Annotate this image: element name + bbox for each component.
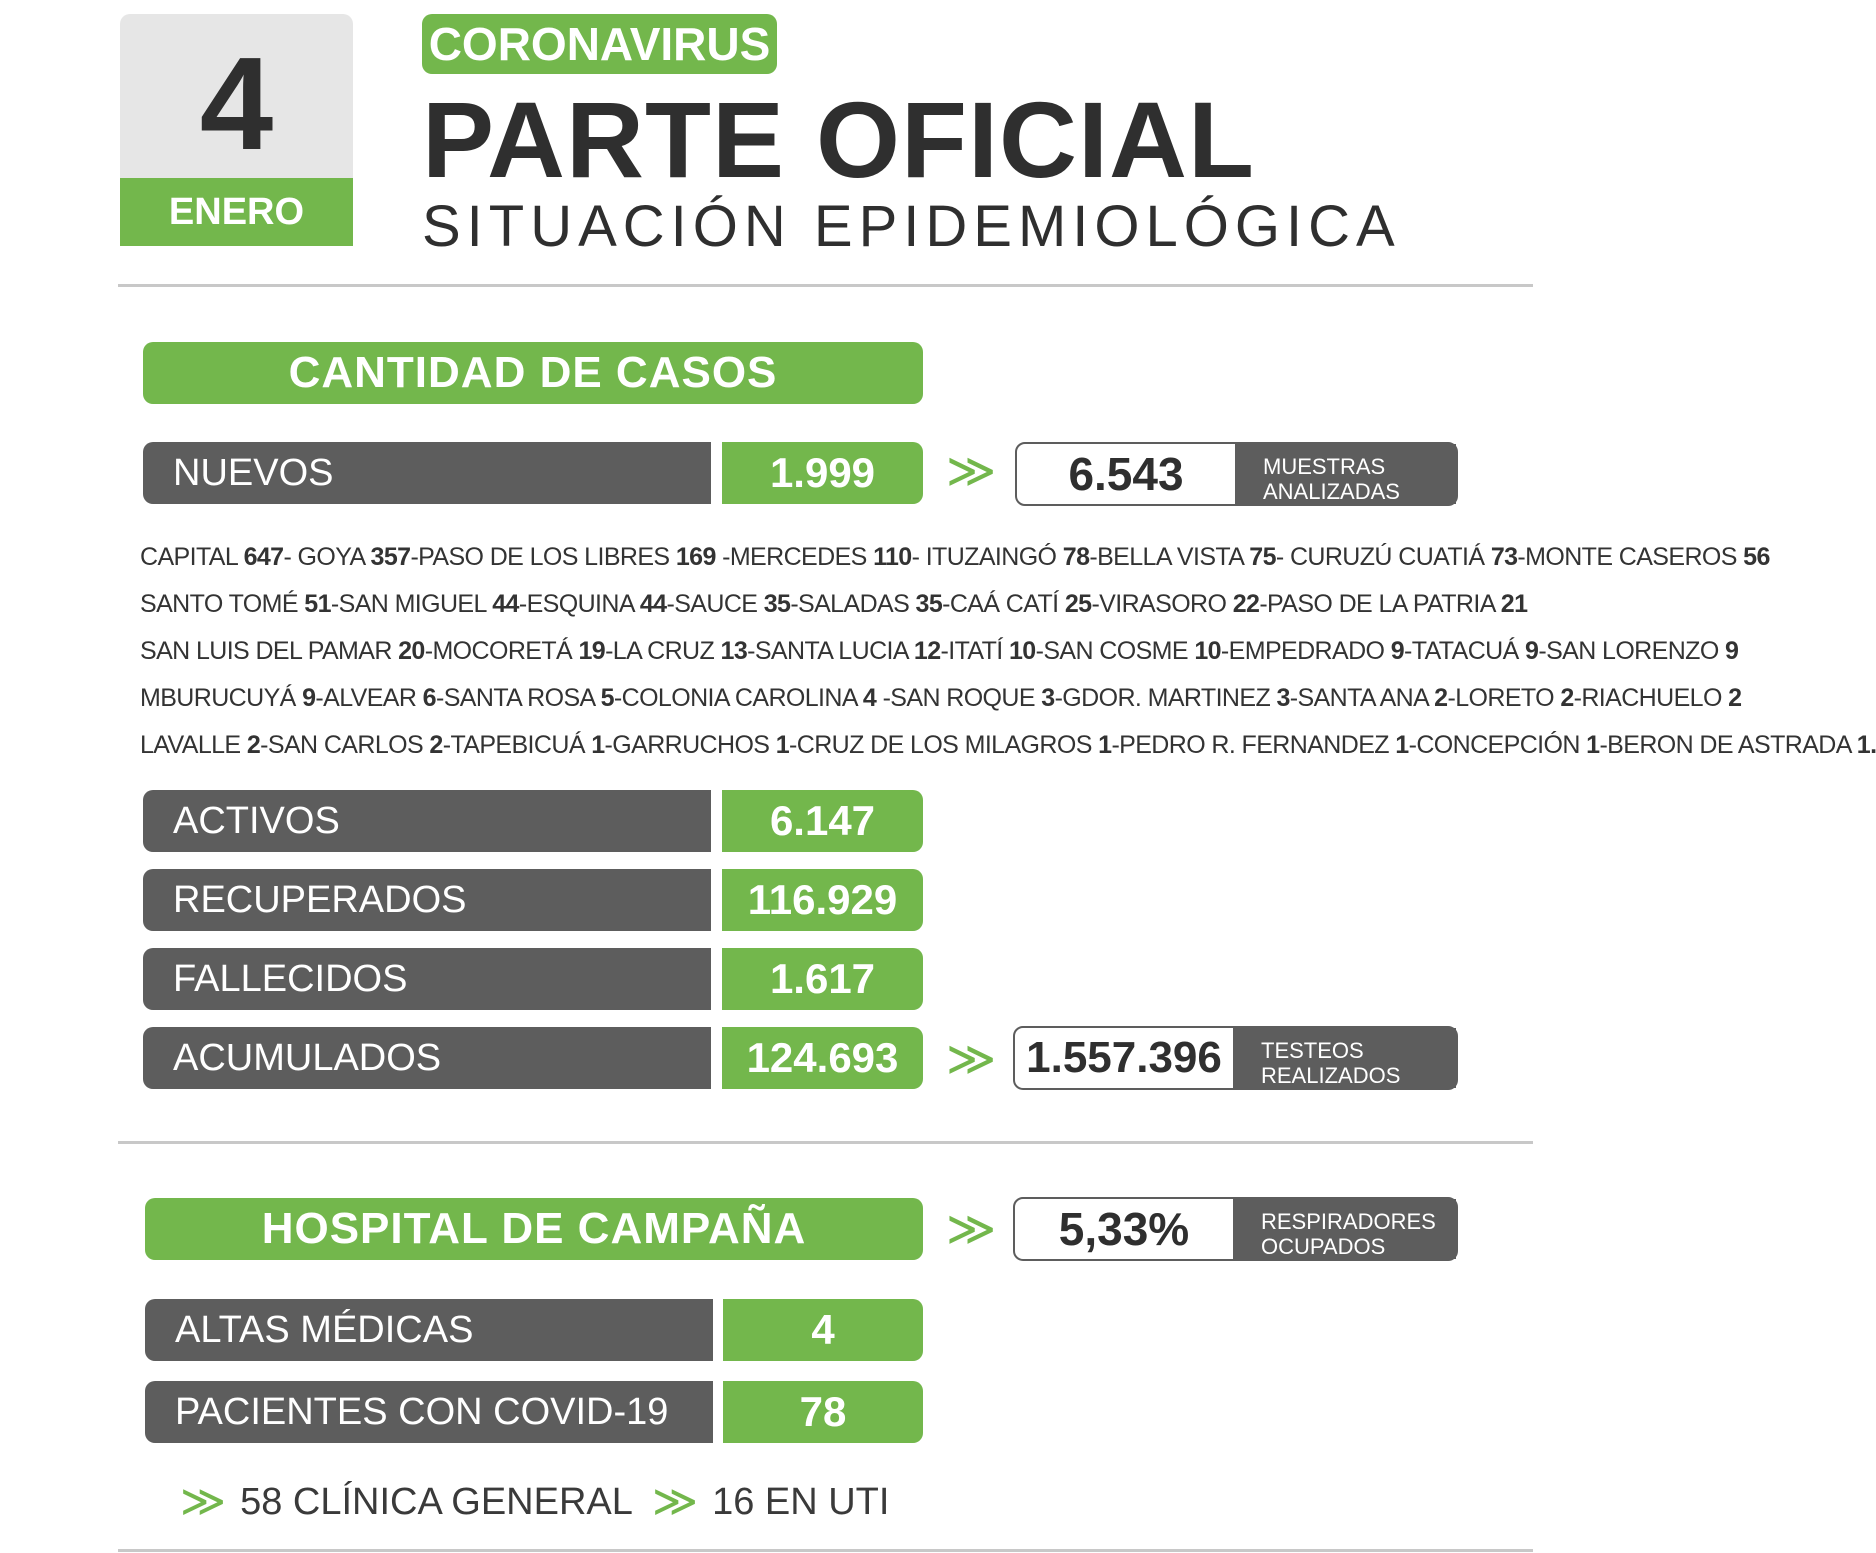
city-count: 2 <box>429 731 443 759</box>
recuperados-value: 116.929 <box>722 869 923 931</box>
cases-by-city <box>140 534 1876 769</box>
page-title: PARTE OFICIAL <box>422 79 1255 200</box>
en-uti <box>652 1478 889 1526</box>
city-count: 21 <box>1500 590 1528 618</box>
city-count: 2 <box>1560 684 1574 712</box>
city-count: 10 <box>1194 637 1221 665</box>
city-name: -LA CRUZ <box>605 637 721 665</box>
city-line <box>140 534 1770 581</box>
nuevos-value: 1.999 <box>722 442 923 504</box>
city-line <box>140 722 1876 769</box>
date-day: 4 <box>199 30 274 177</box>
section-cantidad-de-casos: CANTIDAD DE CASOS <box>143 342 923 404</box>
respiradores-label-line2: OCUPADOS <box>1261 1234 1386 1259</box>
city-line <box>140 581 1630 628</box>
city-count: 20 <box>398 637 425 665</box>
divider-middle <box>118 1141 1533 1144</box>
city-name: -ITATÍ <box>940 637 1009 665</box>
city-name: LAVALLE <box>140 731 247 759</box>
muestras-label <box>1235 444 1456 504</box>
divider-top <box>118 284 1533 287</box>
city-count: 4 <box>862 684 877 712</box>
city-name: -TAPEBICUÁ <box>442 731 592 759</box>
city-count: 2 <box>1434 684 1448 712</box>
city-name: -GARRUCHOS <box>604 731 776 759</box>
activos-label: ACTIVOS <box>143 790 711 852</box>
acumulados-value: 124.693 <box>722 1027 923 1089</box>
city-name: -MOCORETÁ <box>424 637 579 665</box>
activos-value: 6.147 <box>722 790 923 852</box>
double-chevron-right-icon: ≫ <box>946 1033 997 1086</box>
city-count: 22 <box>1232 590 1260 618</box>
city-name: -PASO DE LOS LIBRES <box>410 543 676 571</box>
city-name: -CRUZ DE LOS MILAGROS <box>789 731 1099 759</box>
city-name: -BERON DE ASTRADA <box>1599 731 1857 759</box>
city-name: -SANTA ANA <box>1289 684 1435 712</box>
city-name: -EMPEDRADO <box>1220 637 1391 665</box>
city-name: -CAÁ CATÍ <box>942 590 1065 618</box>
city-count: 56 <box>1743 543 1770 571</box>
city-name: -MONTE CASEROS <box>1517 543 1744 571</box>
divider-bottom <box>118 1549 1533 1552</box>
muestras-label-line1: MUESTRAS <box>1263 454 1386 479</box>
nuevos-label: NUEVOS <box>143 442 711 504</box>
city-count: 1 <box>1098 731 1112 759</box>
city-count: 75 <box>1249 543 1276 571</box>
date-badge <box>120 14 353 246</box>
testeos-label-line2: REALIZADOS <box>1261 1063 1401 1088</box>
respiradores-label-line1: RESPIRADORES <box>1261 1209 1436 1234</box>
city-name: - GOYA <box>283 543 371 571</box>
city-count: 25 <box>1064 590 1092 618</box>
city-count: 10 <box>1009 637 1036 665</box>
city-count: 1 <box>1395 731 1409 759</box>
altas-medicas-label: ALTAS MÉDICAS <box>145 1299 713 1361</box>
testeos-label-line1: TESTEOS <box>1261 1038 1364 1063</box>
pacientes-covid-value: 78 <box>723 1381 923 1443</box>
city-count: 6 <box>422 684 436 712</box>
acumulados-label: ACUMULADOS <box>143 1027 711 1089</box>
muestras-analizadas-box <box>1015 442 1458 506</box>
double-chevron-right-icon: ≫ <box>946 1203 997 1256</box>
respiradores-ocupados-box <box>1013 1197 1458 1261</box>
city-count: 3 <box>1276 684 1290 712</box>
city-name: -LORETO <box>1447 684 1561 712</box>
double-chevron-right-icon: ≫ <box>652 1477 699 1526</box>
city-name: -SAN LORENZO <box>1538 637 1726 665</box>
testeos-value: 1.557.396 <box>1026 1033 1222 1082</box>
city-name: - CURUZÚ CUATIÁ <box>1275 543 1491 571</box>
city-name: SANTO TOMÉ <box>140 590 305 618</box>
city-count: 19 <box>578 637 606 665</box>
city-count: 13 <box>720 637 748 665</box>
clinica-general <box>180 1478 633 1526</box>
city-count: 9 <box>302 684 316 712</box>
city-count: 73 <box>1490 543 1518 571</box>
city-name: -SALADAS <box>790 590 916 618</box>
city-count: 35 <box>763 590 791 618</box>
city-name: MBURUCUYÁ <box>140 684 303 712</box>
city-name: -PASO DE LA PATRIA <box>1259 590 1501 618</box>
city-count: 35 <box>915 590 943 618</box>
city-count: 357 <box>370 543 411 571</box>
date-month: ENERO <box>120 178 353 246</box>
city-name: -SAN MIGUEL <box>330 590 493 618</box>
double-chevron-right-icon: ≫ <box>946 445 997 498</box>
city-count: 2 <box>246 731 261 759</box>
city-count: 78 <box>1062 543 1090 571</box>
coronavirus-tag: CORONAVIRUS <box>422 14 777 74</box>
city-line <box>140 628 1739 675</box>
city-name: -PEDRO R. FERNANDEZ <box>1111 731 1396 759</box>
city-count: 1 <box>591 731 605 759</box>
double-chevron-right-icon: ≫ <box>180 1477 227 1526</box>
city-count: 1 <box>775 731 790 759</box>
city-count: 1 <box>1586 731 1600 759</box>
city-count: 51 <box>304 590 331 618</box>
en-uti-text: 16 EN UTI <box>712 1481 890 1523</box>
muestras-value: 6.543 <box>1068 448 1184 500</box>
respiradores-label <box>1233 1199 1456 1259</box>
city-name: -SAUCE <box>666 590 764 618</box>
city-name: -TATACUÁ <box>1404 637 1526 665</box>
city-count: 110 <box>873 543 912 571</box>
city-count: 9 <box>1390 637 1405 665</box>
city-name: -BELLA VISTA <box>1089 543 1250 571</box>
city-name: -SAN COSME <box>1035 637 1195 665</box>
testeos-realizados-box <box>1013 1026 1458 1090</box>
altas-medicas-value: 4 <box>723 1299 923 1361</box>
city-count: 44 <box>639 590 667 618</box>
city-count: 169 <box>675 543 716 571</box>
city-count: 12 <box>913 637 941 665</box>
city-name: -VIRASORO <box>1091 590 1233 618</box>
city-name: -SANTA LUCIA <box>747 637 914 665</box>
recuperados-label: RECUPERADOS <box>143 869 711 931</box>
clinica-general-text: 58 CLÍNICA GENERAL <box>240 1481 633 1523</box>
fallecidos-value: 1.617 <box>722 948 923 1010</box>
city-count: 2 <box>1728 684 1742 712</box>
city-count: 5 <box>600 684 614 712</box>
fallecidos-label: FALLECIDOS <box>143 948 711 1010</box>
section-hospital-de-campana: HOSPITAL DE CAMPAÑA <box>145 1198 923 1260</box>
city-name: - ITUZAINGÓ <box>911 543 1063 571</box>
city-count: 1. <box>1856 731 1876 759</box>
city-name: -MERCEDES <box>715 543 874 571</box>
city-name: CAPITAL <box>140 543 244 571</box>
testeos-label <box>1233 1028 1456 1088</box>
city-count: 9 <box>1525 637 1539 665</box>
page-subtitle: SITUACIÓN EPIDEMIOLÓGICA <box>422 194 1401 259</box>
city-line <box>140 675 1742 722</box>
city-count: 647 <box>243 543 284 571</box>
city-count: 9 <box>1725 637 1739 665</box>
muestras-label-line2: ANALIZADAS <box>1263 479 1400 504</box>
city-count: 3 <box>1041 684 1055 712</box>
city-name: -SANTA ROSA <box>435 684 601 712</box>
city-name: -SAN CARLOS <box>260 731 430 759</box>
city-name: -GDOR. MARTINEZ <box>1054 684 1277 712</box>
city-name: SAN LUIS DEL PAMAR <box>140 637 399 665</box>
city-count: 44 <box>492 590 519 618</box>
city-name: -ALVEAR <box>315 684 423 712</box>
city-name: -ESQUINA <box>518 590 640 618</box>
city-name: -CONCEPCIÓN <box>1408 731 1587 759</box>
respiradores-value: 5,33% <box>1058 1203 1190 1255</box>
city-name: -COLONIA CAROLINA <box>613 684 863 712</box>
city-name: -RIACHUELO <box>1573 684 1729 712</box>
city-name: -SAN ROQUE <box>876 684 1042 712</box>
pacientes-covid-label: PACIENTES CON COVID-19 <box>145 1381 713 1443</box>
